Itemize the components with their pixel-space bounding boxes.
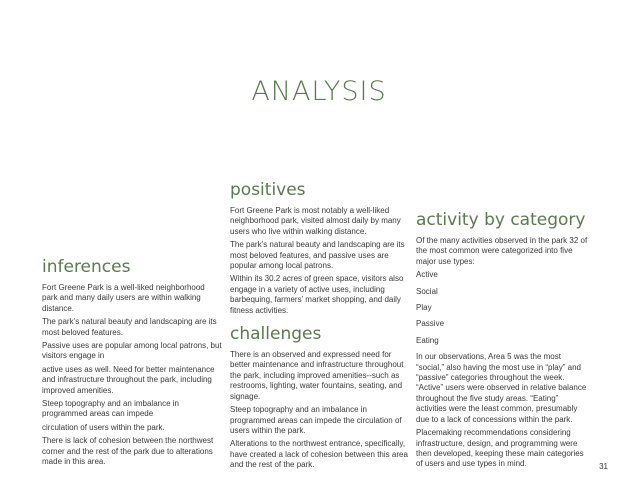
inferences-paragraph: There is lack of cohesion between the northwest corner and the rest of the park due to alterations made in this area. xyxy=(42,436,214,467)
inferences-paragraph: active uses as well. Need for better maintenance and infrastructure throughout the park, including improved amenities. xyxy=(42,364,215,395)
activity-paragraph: Placemaking recommendations considering infrastructure, design, and programming were then developed, keeping these main categories of users and use types in mind. xyxy=(416,428,584,469)
activity-column xyxy=(416,210,591,473)
positives-heading: positives xyxy=(230,180,306,200)
positives-paragraph: Within its 30.2 acres of green space, visitors also engage in a variety of active uses, including barbequing, farmers’ market shopping, and daily fitness activities. xyxy=(230,274,404,315)
challenges-heading: challenges xyxy=(230,324,322,345)
positives-paragraph: The park’s natural beauty and landscaping are its most beloved features, and passive uses are popular among local patrons. xyxy=(230,240,405,271)
challenges-paragraph: Steep topography and an imbalance in programmed areas can impede the circulation of users within the park. xyxy=(230,405,402,435)
activity-intro: Of the many activities observed in the park 32 of the most common were categorized into five major use types: xyxy=(416,236,588,266)
page-number: 31 xyxy=(599,462,608,471)
positives-challenges-column xyxy=(230,180,412,474)
activity-heading: activity by category xyxy=(416,210,586,230)
page-title: ANALYSIS xyxy=(251,76,387,107)
inferences-column xyxy=(42,257,222,471)
inferences-heading: inferences xyxy=(42,257,131,277)
positives-paragraph: Fort Greene Park is most notably a well-liked neighborhood park, visited almost daily by many users who live within walking distance. xyxy=(230,206,401,236)
inferences-paragraph: Fort Greene Park is a well-liked neighborhood park and many daily users are within walking distance. xyxy=(42,283,205,313)
inferences-paragraph: Steep topography and an imbalance in programmed areas can impede xyxy=(42,399,179,419)
inferences-paragraph: The park’s natural beauty and landscaping are its most beloved features. xyxy=(42,317,217,337)
challenges-paragraph: Alterations to the northwest entrance, specifically, have created a lack of cohesion between this area and the rest of the park. xyxy=(230,439,408,470)
inferences-paragraph: circulation of users within the park. xyxy=(42,422,165,432)
use-type-play: Play xyxy=(416,303,432,313)
use-type-eating: Eating xyxy=(416,335,439,345)
challenges-paragraph: There is an observed and expressed need for better maintenance and infrastructure throughout the park, including improved amenities--such as restrooms, lighting, water fountains, seating, and signage. xyxy=(230,350,404,401)
use-type-active: Active xyxy=(416,270,438,280)
inferences-paragraph: Passive uses are popular among local patrons, but visitors engage in xyxy=(42,341,222,361)
use-type-passive: Passive xyxy=(416,319,445,329)
use-type-social: Social xyxy=(416,286,438,296)
activity-paragraph: In our observations, Area 5 was the most “social,” also having the most use in “play” and “passive” categories throughout the week. “Active” users were observed in relative balance throughout the five study areas. “Eating” activities were the least common, presumably due to a lack of concessions within the park. xyxy=(416,352,587,424)
